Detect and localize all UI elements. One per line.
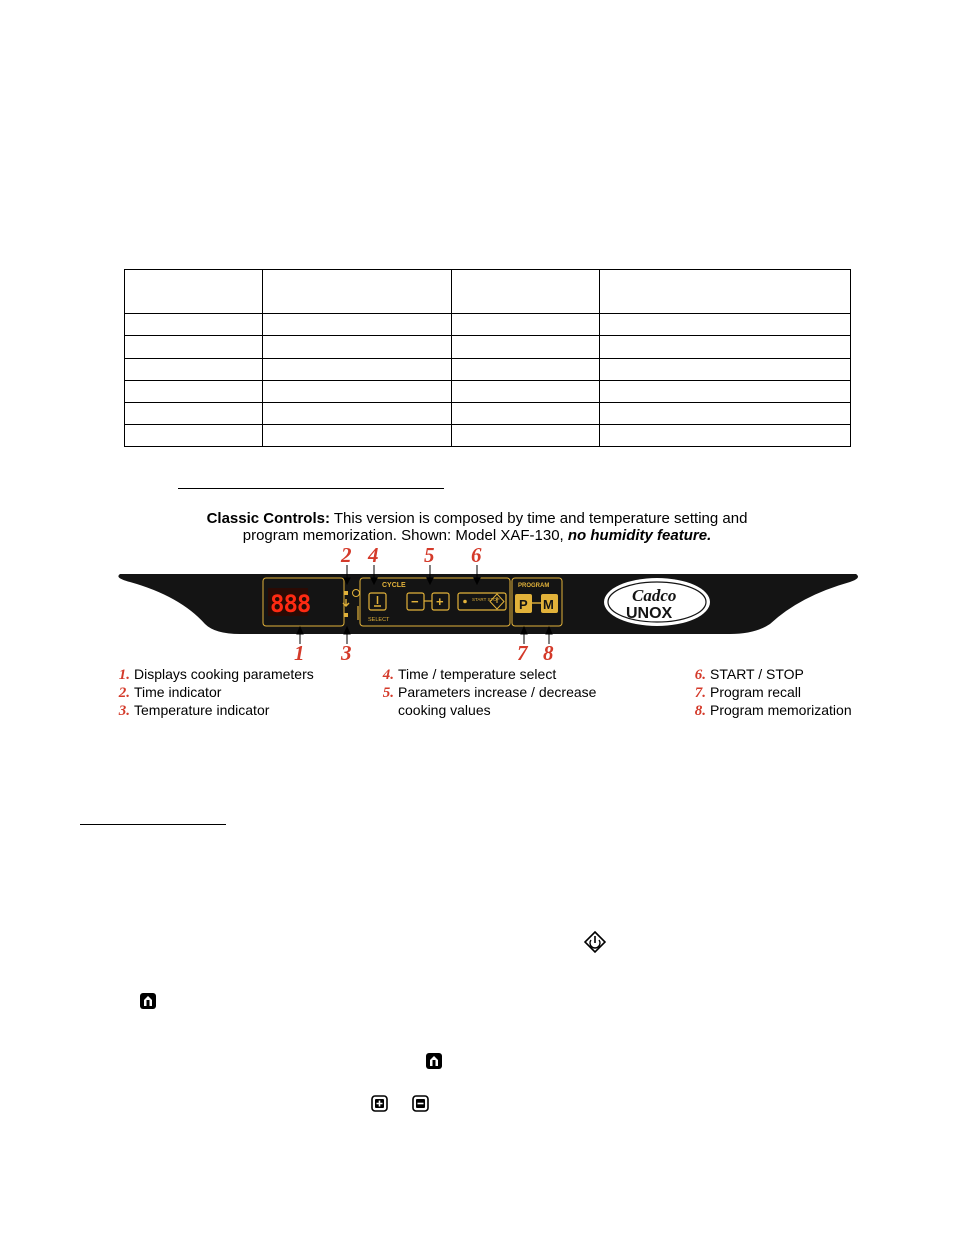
legend-item: 5. Parameters increase / decrease — [382, 684, 597, 701]
start-stop-key-label: START STOP — [472, 597, 500, 602]
table-cell — [600, 424, 851, 446]
minus-icon — [412, 1095, 429, 1112]
table-cell — [125, 270, 263, 314]
display-digits: 888 — [270, 590, 311, 618]
callout-6: 6 — [471, 543, 482, 567]
minus-key-label: − — [411, 594, 419, 609]
table-cell — [452, 380, 600, 402]
figure-caption — [0, 510, 954, 528]
legend-item: 3. Temperature indicator — [118, 702, 270, 719]
callout-7: 7 — [517, 641, 528, 665]
start-stop-icon — [584, 931, 606, 953]
table-cell — [600, 402, 851, 424]
heading-underline — [178, 488, 444, 489]
legend-item: 7. Program recall — [694, 684, 802, 701]
legend-column-2 — [372, 666, 596, 719]
table-cell — [125, 402, 263, 424]
callout-3: 3 — [341, 641, 352, 665]
legend-item: 4. Time / temperature select — [382, 666, 557, 683]
select-icon — [139, 992, 157, 1010]
callout-5: 5 — [424, 543, 435, 567]
select-key-label: SELECT — [368, 617, 390, 623]
table-cell — [600, 314, 851, 336]
callout-1: 1 — [294, 641, 305, 665]
table-cell — [263, 314, 452, 336]
legend-column-3 — [684, 666, 852, 720]
legend-item: 1. Displays cooking parameters — [118, 666, 314, 683]
section-heading-underline — [80, 824, 226, 825]
table-cell — [452, 402, 600, 424]
legend-column-1 — [108, 666, 314, 720]
table-cell — [263, 270, 452, 314]
table-cell — [125, 314, 263, 336]
table-cell — [263, 358, 452, 380]
table-cell — [125, 358, 263, 380]
caption-emphasis: no humidity feature. — [567, 527, 712, 544]
plus-icon — [371, 1095, 388, 1112]
table-cell — [125, 336, 263, 358]
table-cell — [125, 424, 263, 446]
select-icon — [425, 1052, 443, 1070]
caption-line1: This version is composed by time and temperature setting and — [329, 510, 748, 527]
table-cell — [452, 358, 600, 380]
table-cell — [263, 424, 452, 446]
table-cell — [263, 402, 452, 424]
brand-bottom: UNOX — [626, 605, 673, 622]
p-key-label: P — [519, 597, 528, 612]
legend-item: 2. Time indicator — [118, 684, 222, 701]
table-cell — [600, 270, 851, 314]
table-cell — [452, 336, 600, 358]
table-cell — [600, 358, 851, 380]
table-cell — [263, 380, 452, 402]
table-cell — [600, 380, 851, 402]
callout-4: 4 — [368, 543, 379, 567]
program-label: PROGRAM — [518, 583, 550, 589]
table-cell — [452, 424, 600, 446]
callout-2: 2 — [341, 543, 352, 567]
callout-8: 8 — [543, 641, 554, 665]
legend-item: cooking values — [398, 702, 491, 718]
caption-bold-lead: Classic Controls: — [206, 510, 330, 527]
plus-key-label: + — [436, 594, 444, 609]
m-key-label: M — [543, 597, 554, 612]
legend-item: 8. Program memorization — [694, 702, 852, 719]
table-cell — [452, 270, 600, 314]
table-cell — [600, 336, 851, 358]
table-cell — [452, 314, 600, 336]
cycle-label: CYCLE — [382, 582, 406, 589]
legend-item: 6. START / STOP — [694, 666, 804, 683]
table-cell — [125, 380, 263, 402]
brand-top: Cadco — [632, 586, 677, 605]
specification-table — [124, 269, 851, 447]
callout-arrows — [0, 560, 954, 660]
table-cell — [263, 336, 452, 358]
caption-line2: program memorization. Shown: Model XAF-130, — [242, 527, 568, 544]
